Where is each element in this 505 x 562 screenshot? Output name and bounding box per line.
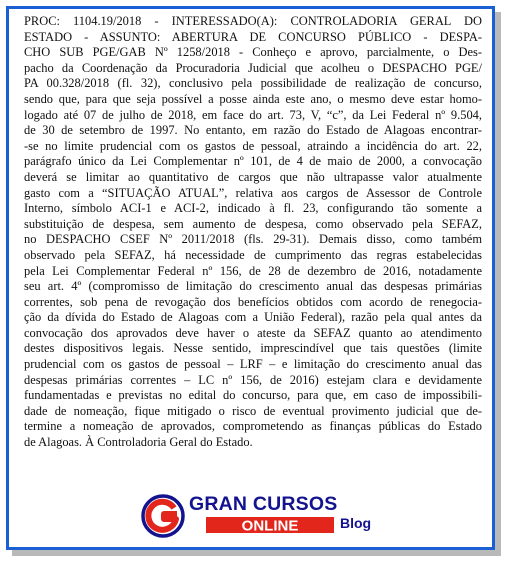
text-line: gasto com a “SITUAÇÃO ATUAL”, relativa aos cargos de Assessor de Controle bbox=[24, 185, 482, 200]
text-line: pacho da Coordenação da Procuradoria Judicial que acolheu o DESPACHO PGE/ bbox=[24, 60, 482, 75]
text-line: de 30 de setembro de 1997. No entanto, em razão do Estado de Alagoas encontrar- bbox=[24, 123, 482, 138]
text-line: Interno, símbolo ACI-1 e ACI-2, indicado à fl. 23, configurando tão somente a bbox=[24, 201, 482, 216]
g-logo-icon bbox=[140, 493, 186, 539]
text-line: de Alagoas. À Controladoria Geral do Estado. bbox=[24, 435, 253, 450]
text-line: sendo que, para que seja possível a posse ainda este ano, o mesmo deve estar homo- bbox=[24, 91, 482, 106]
blog-label: Blog bbox=[340, 515, 372, 531]
document-text bbox=[24, 14, 482, 451]
text-line: pela Lei Complementar Federal nº 156, de 28 de dezembro de 2016, notadamente bbox=[24, 263, 482, 278]
text-line: -se no limite prudencial com os gastos de pessoal, atraindo a incidência do art. 22, bbox=[24, 138, 482, 153]
brand-name: GRAN CURSOS bbox=[189, 493, 338, 515]
text-line: termine a nomeação de aprovados, comprometendo as finanças públicas do Estado bbox=[24, 419, 482, 434]
text-line: ção da dívida do Estado de Alagoas com a União Federal), razão pela qual antes da bbox=[24, 310, 482, 325]
text-line: convocação dos aprovados deve haver o ateste da SEFAZ quanto ao atendimento bbox=[24, 325, 482, 340]
text-line: seu art. 4º (compromisso de limitação do crescimento anual das despesas primárias bbox=[24, 279, 482, 294]
text-line: substituição de despesa, sem aumento de despesa, como observado pela SEFAZ, bbox=[24, 216, 482, 231]
text-line: observado pela SEFAZ, há necessidade de cumprimento das regras estabelecidas bbox=[24, 247, 482, 262]
text-line: PROC: 1104.19/2018 - INTERESSADO(A): CONTROLADORIA GERAL DO bbox=[24, 14, 482, 28]
text-line: despesas primárias correntes – LC nº 156, de 2016) estejam clara e devidamente bbox=[24, 372, 482, 387]
text-line: destes dispositivos legais. Nesse sentido, imprescindível que tais questões (limite bbox=[24, 341, 482, 356]
text-line: ESTADO - ASSUNTO: ABERTURA DE CONCURSO PÚBLICO - DESPA- bbox=[24, 29, 482, 44]
text-line: logado até 07 de julho de 2018, em face do art. 73, V, “c”, da Lei Federal nº 9.504, bbox=[24, 107, 482, 122]
text-line: fundamentadas e previstas no edital do concurso, para que, em caso de impossibili- bbox=[24, 388, 482, 403]
text-line: no DESPACHO CSEF Nº 2011/2018 (fls. 29-31). Demais disso, como também bbox=[24, 232, 482, 247]
text-line: dade de nomeação, fique mitigado o risco de eventual provimento judicial que de- bbox=[24, 403, 482, 418]
online-label: ONLINE bbox=[241, 517, 299, 535]
text-line: CHO SUB PGE/GAB Nº 1258/2018 - Conheço e aprovo, parcialmente, o Des- bbox=[24, 45, 482, 60]
text-line: correntes, sob pena de revogação dos benefícios obtidos com acordo de renegocia- bbox=[24, 294, 482, 309]
text-line: PA 00.328/2018 (fl. 32), conclusivo pela possibilidade de realização de concurso, bbox=[24, 76, 482, 91]
text-line: deverá se limitar ao quantitativo de cargos que não ultrapasse valor atualmente bbox=[24, 169, 482, 184]
text-line: prudencial com os gastos de pessoal – LRF – e limitação do crescimento anual das bbox=[24, 357, 482, 372]
gran-cursos-logo[interactable] bbox=[140, 493, 380, 545]
online-wordmark bbox=[206, 515, 336, 535]
text-line: parágrafo único da Lei Complementar nº 101, de 4 de maio de 2000, a convocação bbox=[24, 154, 482, 169]
